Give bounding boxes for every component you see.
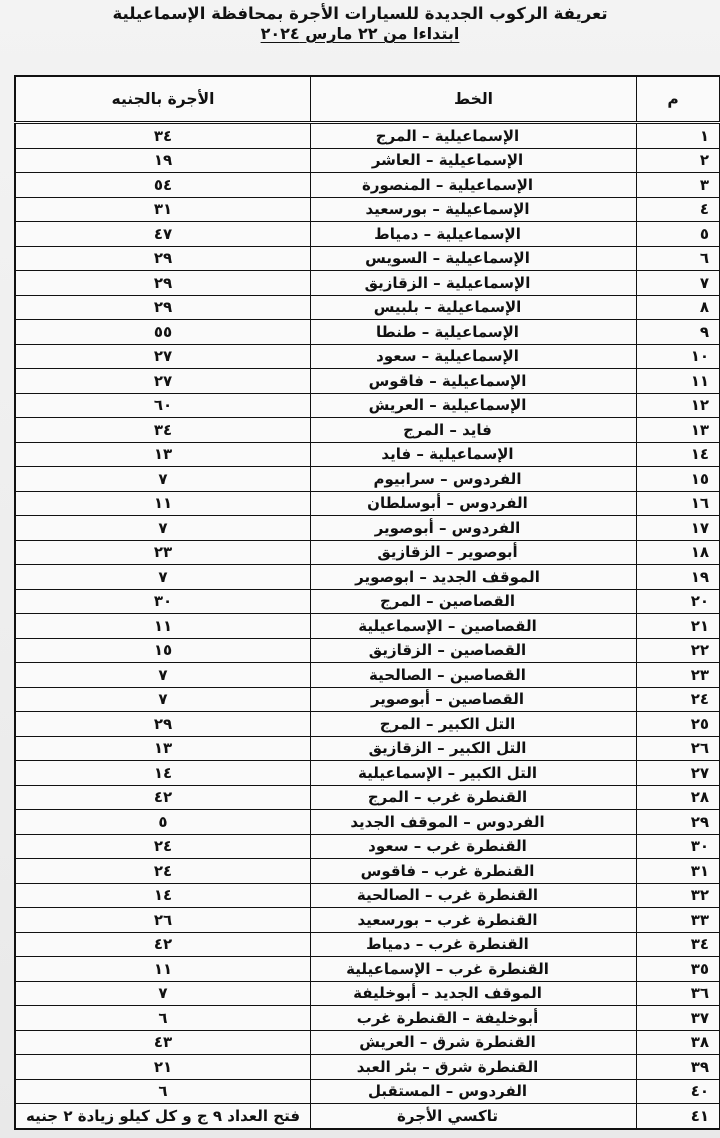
table-row xyxy=(15,418,720,443)
table-row xyxy=(15,638,720,663)
table-row xyxy=(15,516,720,541)
row-line: تاكسي الأجرة xyxy=(397,1106,498,1125)
row-number: ٢٦ xyxy=(637,736,720,761)
row-line: القصاصين – المرج xyxy=(379,592,515,611)
row-line: القنطرة غرب – سعود xyxy=(368,837,527,856)
row-line-cell xyxy=(311,246,637,271)
row-number: ٧ xyxy=(637,271,720,296)
row-line-cell xyxy=(311,1079,637,1104)
row-line-cell xyxy=(311,932,637,957)
table-row xyxy=(15,785,720,810)
row-fare: ٧ xyxy=(15,467,311,492)
row-number: ٣٢ xyxy=(637,883,720,908)
row-line: القصاصين – الزقازيق xyxy=(368,641,527,660)
row-fare: ٣١ xyxy=(15,197,311,222)
table-row xyxy=(15,369,720,394)
row-line: التل الكبير – الإسماعيلية xyxy=(358,763,537,782)
row-line: القنطرة غرب – الصالحية xyxy=(356,886,539,905)
row-line-cell xyxy=(311,344,637,369)
row-fare: ٥ xyxy=(15,810,311,835)
row-fare: ٢١ xyxy=(15,1055,311,1080)
row-line-cell xyxy=(311,1055,637,1080)
row-line: الإسماعيلية – فايد xyxy=(381,445,514,464)
row-fare: ١١ xyxy=(15,957,311,982)
row-number: ٢٠ xyxy=(637,589,720,614)
table-row xyxy=(15,981,720,1006)
row-number: ٣٥ xyxy=(637,957,720,982)
row-number: ٢١ xyxy=(637,614,720,639)
table-row xyxy=(15,908,720,933)
row-fare: ١١ xyxy=(15,614,311,639)
table-row xyxy=(15,1055,720,1080)
table-row xyxy=(15,1006,720,1031)
row-fare: فتح العداد ٩ ج و كل كيلو زيادة ٢ جنيه xyxy=(15,1104,311,1129)
row-line: القنطرة غرب – المرج xyxy=(367,788,528,807)
row-line: القنطرة غرب – الإسماعيلية xyxy=(346,959,549,978)
row-line-cell xyxy=(311,957,637,982)
row-line-cell xyxy=(311,687,637,712)
table-row xyxy=(15,957,720,982)
row-fare: ٣٤ xyxy=(15,123,311,149)
row-line-cell xyxy=(311,393,637,418)
row-number: ١٢ xyxy=(637,393,720,418)
row-number: ٣٤ xyxy=(637,932,720,957)
row-line-cell xyxy=(311,1006,637,1031)
row-line-cell xyxy=(311,883,637,908)
row-line-cell xyxy=(311,123,637,149)
row-line-cell xyxy=(311,761,637,786)
row-line: الإسماعيلية – دمياط xyxy=(374,224,521,243)
row-number: ١٠ xyxy=(637,344,720,369)
row-number: ١٥ xyxy=(637,467,720,492)
table-row xyxy=(15,393,720,418)
table-row xyxy=(15,589,720,614)
row-number: ١٤ xyxy=(637,442,720,467)
row-line: أبوخليفة – القنطرة غرب xyxy=(356,1008,539,1027)
table-row xyxy=(15,295,720,320)
row-fare: ١٥ xyxy=(15,638,311,663)
row-line: الفردوس – المستقبل xyxy=(367,1082,528,1101)
table-row xyxy=(15,123,720,149)
row-line-cell xyxy=(311,148,637,173)
row-line: الفردوس – سرابيوم xyxy=(373,469,522,488)
row-fare: ٢٤ xyxy=(15,834,311,859)
table-row xyxy=(15,1079,720,1104)
row-number: ٢٣ xyxy=(637,663,720,688)
row-number: ٣٩ xyxy=(637,1055,720,1080)
table-row xyxy=(15,1104,720,1129)
row-fare: ٤٢ xyxy=(15,785,311,810)
row-line: القصاصين – الإسماعيلية xyxy=(358,616,537,635)
table-row xyxy=(15,663,720,688)
header-fare: الأجرة بالجنيه xyxy=(15,76,311,123)
row-line-cell xyxy=(311,663,637,688)
row-fare: ٢٦ xyxy=(15,908,311,933)
row-line: القنطرة غرب – دمياط xyxy=(366,935,529,954)
row-line: فايد – المرج xyxy=(403,420,492,439)
row-line-cell xyxy=(311,173,637,198)
row-fare: ٢٩ xyxy=(15,271,311,296)
row-line-cell xyxy=(311,981,637,1006)
row-line: القنطرة شرق – العريش xyxy=(359,1033,536,1052)
table-row xyxy=(15,1030,720,1055)
row-number: ٨ xyxy=(637,295,720,320)
row-line-cell xyxy=(311,516,637,541)
row-number: ٢٧ xyxy=(637,761,720,786)
row-line-cell xyxy=(311,320,637,345)
row-line-cell xyxy=(311,369,637,394)
row-fare: ٦٠ xyxy=(15,393,311,418)
row-fare: ٥٥ xyxy=(15,320,311,345)
row-line: الإسماعيلية – العاشر xyxy=(371,151,524,170)
row-fare: ١١ xyxy=(15,491,311,516)
row-number: ١١ xyxy=(637,369,720,394)
row-fare: ٧ xyxy=(15,981,311,1006)
row-number: ١٦ xyxy=(637,491,720,516)
table-body xyxy=(15,123,720,1129)
table-row xyxy=(15,222,720,247)
document-title: تعريفة الركوب الجديدة للسيارات الأجرة بمحافظة الإسماعيلية xyxy=(112,4,608,23)
row-fare: ٦ xyxy=(15,1079,311,1104)
row-line: الإسماعيلية – طنطا xyxy=(376,322,519,341)
table-row xyxy=(15,344,720,369)
row-line-cell xyxy=(311,810,637,835)
table-header-row xyxy=(15,76,720,123)
row-line: الإسماعيلية – السويس xyxy=(365,249,530,268)
table-row xyxy=(15,148,720,173)
row-fare: ١٣ xyxy=(15,736,311,761)
row-line: التل الكبير – المرج xyxy=(379,714,516,733)
row-line-cell xyxy=(311,712,637,737)
row-number: ٣٨ xyxy=(637,1030,720,1055)
row-line-cell xyxy=(311,785,637,810)
row-fare: ٧ xyxy=(15,565,311,590)
row-line-cell xyxy=(311,614,637,639)
row-number: ١٨ xyxy=(637,540,720,565)
row-line: التل الكبير – الزقازيق xyxy=(368,739,527,758)
row-line-cell xyxy=(311,491,637,516)
row-line: الموقف الجديد – أبوخليفة xyxy=(353,984,542,1003)
row-fare: ٤٢ xyxy=(15,932,311,957)
table-row xyxy=(15,932,720,957)
row-number: ٢٥ xyxy=(637,712,720,737)
row-fare: ٤٣ xyxy=(15,1030,311,1055)
row-fare: ٦ xyxy=(15,1006,311,1031)
row-fare: ١٣ xyxy=(15,442,311,467)
row-line: الفردوس – الموقف الجديد xyxy=(350,812,545,831)
row-number: ٢٨ xyxy=(637,785,720,810)
row-line-cell xyxy=(311,295,637,320)
row-number: ١٩ xyxy=(637,565,720,590)
row-line-cell xyxy=(311,222,637,247)
row-fare: ٣٤ xyxy=(15,418,311,443)
row-line-cell xyxy=(311,834,637,859)
table-row xyxy=(15,173,720,198)
row-line-cell xyxy=(311,1104,637,1129)
row-number: ١ xyxy=(637,123,720,149)
row-line-cell xyxy=(311,589,637,614)
table-row xyxy=(15,442,720,467)
row-number: ٣٣ xyxy=(637,908,720,933)
row-line: الإسماعيلية – العريش xyxy=(368,396,527,415)
row-line: الفردوس – أبوصوير xyxy=(374,518,521,537)
row-line: الإسماعيلية – سعود xyxy=(376,347,519,366)
row-fare: ١٤ xyxy=(15,883,311,908)
row-line: القنطرة غرب – بورسعيد xyxy=(357,910,538,929)
table-row xyxy=(15,859,720,884)
table-row xyxy=(15,736,720,761)
row-line: القصاصين – أبوصوير xyxy=(370,690,525,709)
table-row xyxy=(15,614,720,639)
row-fare: ٥٤ xyxy=(15,173,311,198)
row-line-cell xyxy=(311,638,637,663)
row-number: ٤ xyxy=(637,197,720,222)
row-number: ٢٤ xyxy=(637,687,720,712)
row-number: ٤١ xyxy=(637,1104,720,1129)
row-number: ٤٠ xyxy=(637,1079,720,1104)
row-line: القنطرة شرق – بئر العبد xyxy=(356,1057,539,1076)
row-fare: ٢٩ xyxy=(15,712,311,737)
row-number: ٦ xyxy=(637,246,720,271)
row-line: الإسماعيلية – المرج xyxy=(375,126,520,145)
table-row xyxy=(15,271,720,296)
row-fare: ٢٩ xyxy=(15,295,311,320)
row-fare: ٣٠ xyxy=(15,589,311,614)
row-fare: ٢٩ xyxy=(15,246,311,271)
row-fare: ١٤ xyxy=(15,761,311,786)
row-fare: ٢٣ xyxy=(15,540,311,565)
row-fare: ٤٧ xyxy=(15,222,311,247)
row-number: ٢٩ xyxy=(637,810,720,835)
row-fare: ٧ xyxy=(15,516,311,541)
row-number: ٣٦ xyxy=(637,981,720,1006)
row-number: ٣١ xyxy=(637,859,720,884)
row-line: الموقف الجديد – ابوصوير xyxy=(355,567,540,586)
header-num: م xyxy=(637,76,720,123)
row-line-cell xyxy=(311,197,637,222)
row-line-cell xyxy=(311,418,637,443)
table-row xyxy=(15,810,720,835)
row-line-cell xyxy=(311,271,637,296)
row-number: ١٧ xyxy=(637,516,720,541)
table-row xyxy=(15,761,720,786)
row-line-cell xyxy=(311,565,637,590)
row-line: القنطرة غرب – فاقوس xyxy=(360,861,535,880)
row-fare: ١٩ xyxy=(15,148,311,173)
table-row xyxy=(15,883,720,908)
table-row xyxy=(15,687,720,712)
document-subtitle xyxy=(0,24,720,43)
row-number: ٥ xyxy=(637,222,720,247)
row-line: أبوصوير – الزقازيق xyxy=(377,543,518,562)
row-line: الإسماعيلية – الزقازيق xyxy=(364,273,531,292)
row-line-cell xyxy=(311,1030,637,1055)
row-line-cell xyxy=(311,467,637,492)
row-line: القصاصين – الصالحية xyxy=(369,665,526,684)
table-row xyxy=(15,565,720,590)
row-fare: ٢٤ xyxy=(15,859,311,884)
row-line: الإسماعيلية – المنصورة xyxy=(361,175,534,194)
row-line-cell xyxy=(311,736,637,761)
row-number: ٣ xyxy=(637,173,720,198)
table-row xyxy=(15,197,720,222)
row-line: الإسماعيلية – بلبيس xyxy=(373,298,522,317)
row-number: ١٣ xyxy=(637,418,720,443)
row-number: ٩ xyxy=(637,320,720,345)
row-fare: ٧ xyxy=(15,687,311,712)
row-line: الإسماعيلية – بورسعيد xyxy=(365,200,530,219)
row-number: ٢٢ xyxy=(637,638,720,663)
row-line: الفردوس – أبوسلطان xyxy=(367,494,528,513)
row-line-cell xyxy=(311,442,637,467)
row-line-cell xyxy=(311,859,637,884)
table-row xyxy=(15,540,720,565)
header-line: الخط xyxy=(311,76,637,123)
table-row xyxy=(15,467,720,492)
subtitle-text: ابتداءا من ٢٢ مارس ٢٠٢٤ xyxy=(260,24,460,43)
fare-table xyxy=(14,75,720,1130)
row-fare: ٧ xyxy=(15,663,311,688)
row-number: ٢ xyxy=(637,148,720,173)
table-row xyxy=(15,246,720,271)
row-number: ٣٠ xyxy=(637,834,720,859)
row-line-cell xyxy=(311,540,637,565)
table-row xyxy=(15,712,720,737)
table-row xyxy=(15,834,720,859)
row-line-cell xyxy=(311,908,637,933)
row-fare: ٢٧ xyxy=(15,344,311,369)
row-number: ٣٧ xyxy=(637,1006,720,1031)
table-row xyxy=(15,491,720,516)
table-row xyxy=(15,320,720,345)
row-line: الإسماعيلية – فاقوس xyxy=(368,371,527,390)
row-fare: ٢٧ xyxy=(15,369,311,394)
